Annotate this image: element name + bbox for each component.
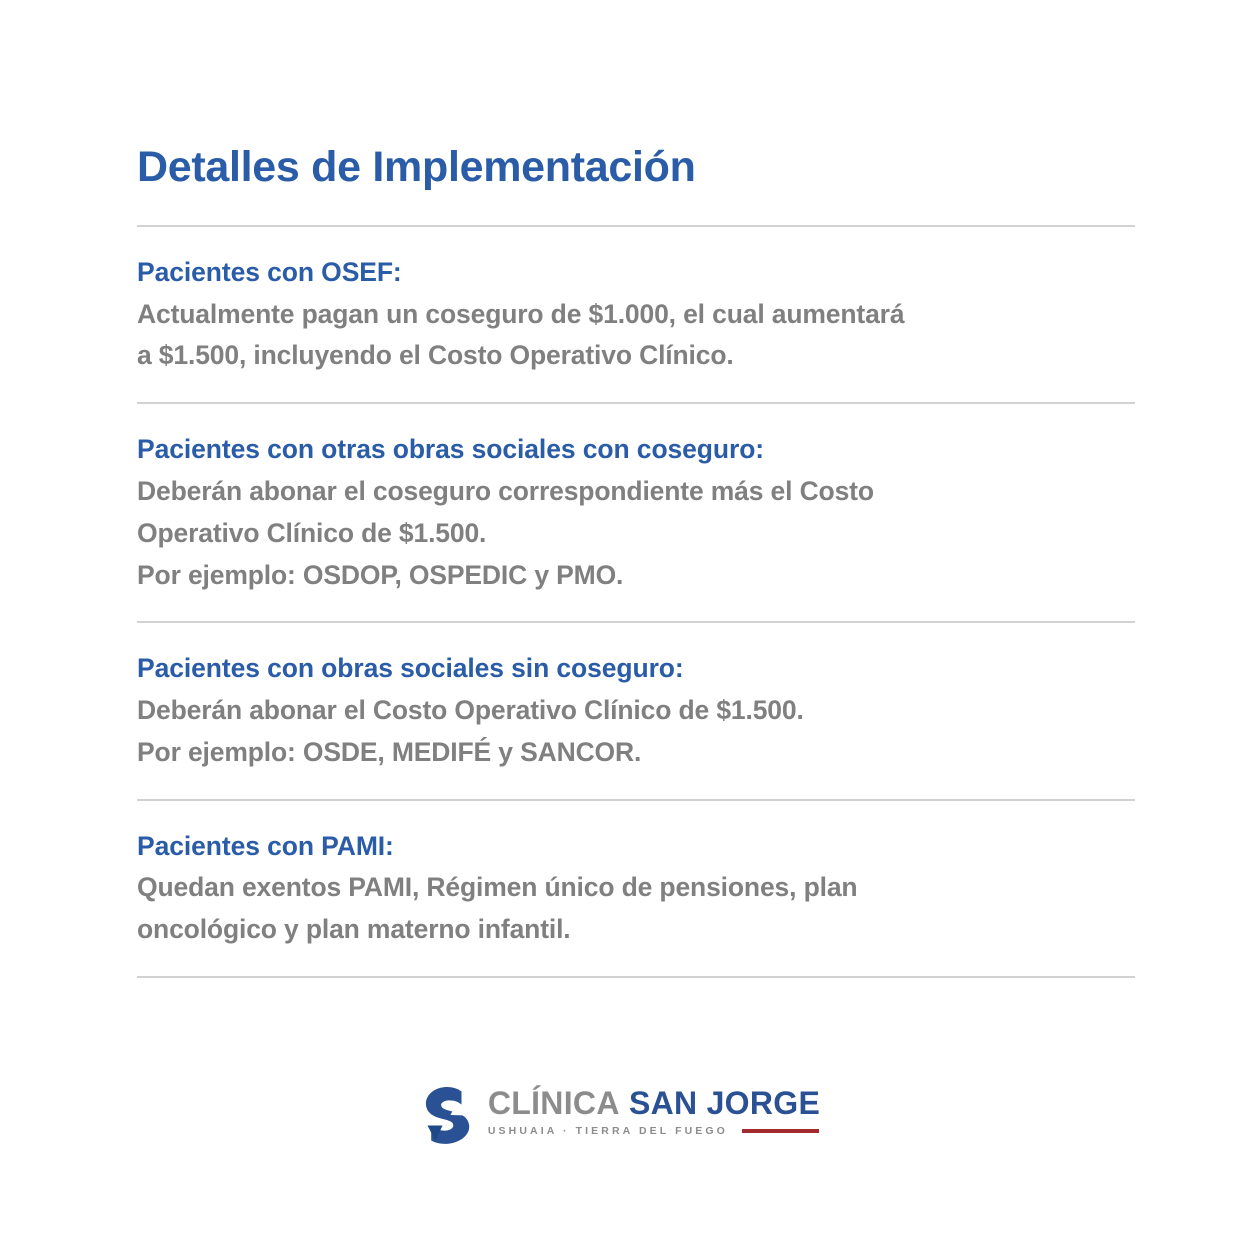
divider-footer [137,976,1135,978]
logo-sub-row [488,1126,820,1137]
section-body [137,294,1135,378]
body-line: Deberán abonar el Costo Operativo Clínico de $1.500. [137,694,804,725]
section-body [137,471,1135,597]
page-title: Detalles de Implementación [137,143,696,191]
document-content [137,0,1135,978]
body-line: Por ejemplo: OSDE, MEDIFÉ y SANCOR. [137,736,642,767]
section-heading: Pacientes con otras obras sociales con coseguro: [137,434,765,465]
body-line: Actualmente pagan un coseguro de $1.000, el cual aumentará [137,298,905,329]
section-obras-sociales-sin-coseguro [137,623,1135,798]
footer-logo [0,1083,1240,1145]
logo [420,1083,820,1145]
section-body [137,867,1135,951]
body-line: oncológico y plan materno infantil. [137,914,571,945]
section-pami [137,801,1135,976]
section-osef [137,227,1135,402]
section-otras-obras-sociales-con-coseguro [137,404,1135,621]
logo-text [488,1083,820,1137]
logo-tagline: USHUAIA · TIERRA DEL FUEGO [487,1125,728,1137]
section-heading: Pacientes con obras sociales sin coseguro: [137,653,684,684]
logo-name-clinica: CLÍNICA [487,1085,620,1121]
logo-name-san-jorge: SAN JORGE [628,1085,821,1121]
section-heading: Pacientes con PAMI: [137,830,394,861]
clinica-san-jorge-s-mark-icon [420,1085,476,1145]
section-heading: Pacientes con OSEF: [137,257,402,287]
body-line: Deberán abonar el coseguro correspondiente más el Costo [137,475,874,506]
body-line: Por ejemplo: OSDOP, OSPEDIC y PMO. [137,559,624,590]
body-line: a $1.500, incluyendo el Costo Operativo Clínico. [137,340,734,371]
section-body [137,690,1135,774]
body-line: Quedan exentos PAMI, Régimen único de pensiones, plan [137,872,858,903]
logo-red-rule [742,1129,819,1133]
body-line: Operativo Clínico de $1.500. [137,517,487,548]
logo-name [488,1087,820,1119]
